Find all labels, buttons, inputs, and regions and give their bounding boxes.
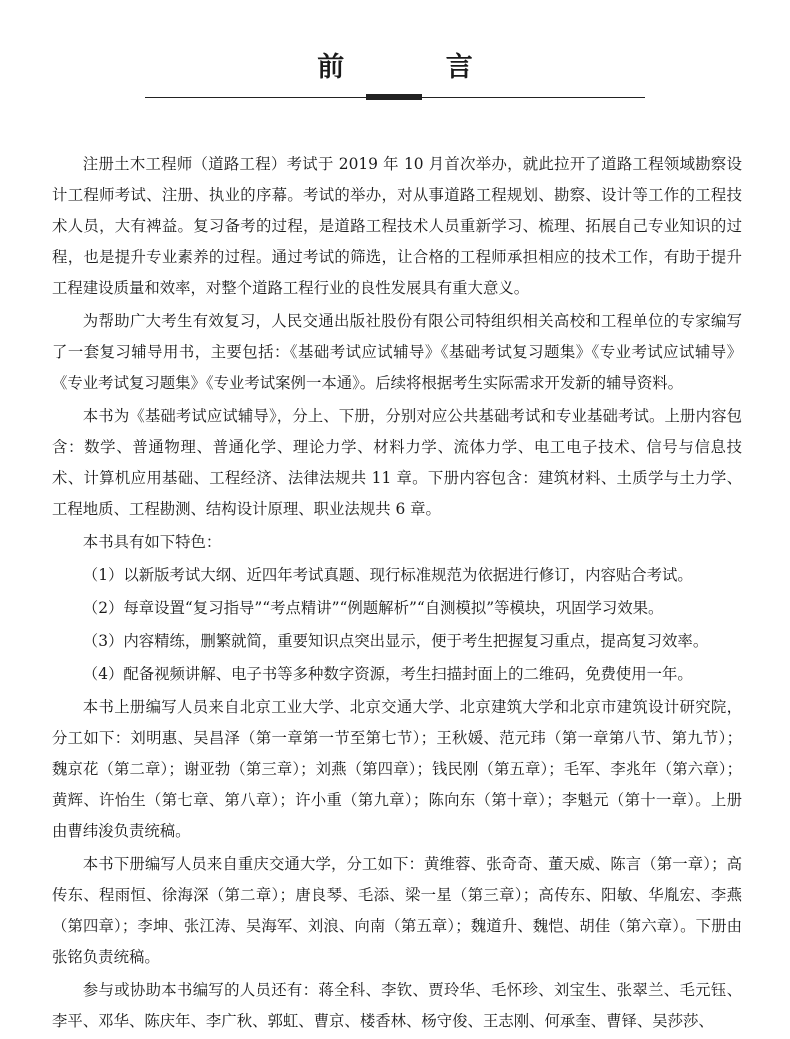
paragraph-intro: 注册土木工程师（道路工程）考试于 2019 年 10 月首次举办，就此拉开了道路工程领域勘察设计工程师考试、注册、执业的序幕。考试的举办，对从事道路工程规划、勘察、设计等工作的工程技术人员，大有裨益。复习备考的过程，是道路工程技术人员重新学习、梳理、拓展自己专业知识的过程，也是提升专业素养的过程。通过考试的筛选，让合格的工程师承担相应的技术工作，有助于提升工程建设质量和效率，对整个道路工程行业的良性发展具有重大意义。 xyxy=(52,155,742,297)
feature-item: （3）内容精练，删繁就简，重要知识点突出显示，便于考生把握复习重点，提高复习效率。 xyxy=(82,632,709,650)
paragraph-contributors: 参与或协助本书编写的人员还有：蒋全科、李钦、贾玲华、毛怀珍、刘宝生、张翠兰、毛元钰、李平、邓华、陈庆年、李广秋、郭虹、曹京、楼香林、杨守俊、王志刚、何承奎、曹铎、吴莎莎、 xyxy=(52,981,742,1030)
paragraph-series: 为帮助广大考生有效复习，人民交通出版社股份有限公司特组织相关高校和工程单位的专家编写了一套复习辅导用书，主要包括：《基础考试应试辅导》《基础考试复习题集》《专业考试应试辅导》《专业考试复习题集》《专业考试案例一本通》。后续将根据考生实际需求开发新的辅导资料。 xyxy=(52,312,742,392)
page-title: 前 言 xyxy=(317,52,519,83)
feature-item: （2）每章设置“复习指导”“考点精讲”“例题解析”“自测模拟”等模块，巩固学习效果。 xyxy=(82,599,664,617)
title-underline-accent xyxy=(366,94,422,100)
paragraph-book-scope: 本书为《基础考试应试辅导》，分上、下册，分别对应公共基础考试和专业基础考试。上册内容包含：数学、普通物理、普通化学、理论力学、材料力学、流体力学、电工电子技术、信号与信息技术、计算机应用基础、工程经济、法律法规共 11 章。下册内容包含：建筑材料、土质学与土力学、工程地质、工程勘测、结构设计原理、职业法规共 6 章。 xyxy=(52,407,742,518)
paragraph-features-heading: 本书具有如下特色： xyxy=(82,533,222,551)
paragraph-volume-two-authors: 本书下册编写人员来自重庆交通大学，分工如下：黄维蓉、张奇奇、董天威、陈言（第一章）；高传东、程雨恒、徐海深（第二章）；唐良琴、毛添、梁一星（第三章）；高传东、阳敏、华胤宏、李燕（第四章）；李坤、张江涛、吴海军、刘浪、向南（第五章）；魏道升、魏恺、胡佳（第六章）。下册由张铭负责统稿。 xyxy=(52,855,742,966)
body-text xyxy=(52,149,742,1039)
paragraph-volume-one-authors: 本书上册编写人员来自北京工业大学、北京交通大学、北京建筑大学和北京市建筑设计研究院，分工如下：刘明惠、吴昌泽（第一章第一节至第七节）；王秋媛、范元玮（第一章第八节、第九节）；魏京花（第二章）；谢亚勃（第三章）；刘燕（第四章）；钱民刚（第五章）；毛军、李兆年（第六章）；黄辉、许怡生（第七章、第八章）；许小重（第九章）；陈向东（第十章）；李魁元（第十一章）。上册由曹纬浚负责统稿。 xyxy=(52,698,742,840)
feature-item: （1）以新版考试大纲、近四年考试真题、现行标准规范为依据进行修订，内容贴合考试。 xyxy=(82,566,693,584)
feature-item: （4）配备视频讲解、电子书等多种数字资源，考生扫描封面上的二维码，免费使用一年。 xyxy=(82,665,693,683)
